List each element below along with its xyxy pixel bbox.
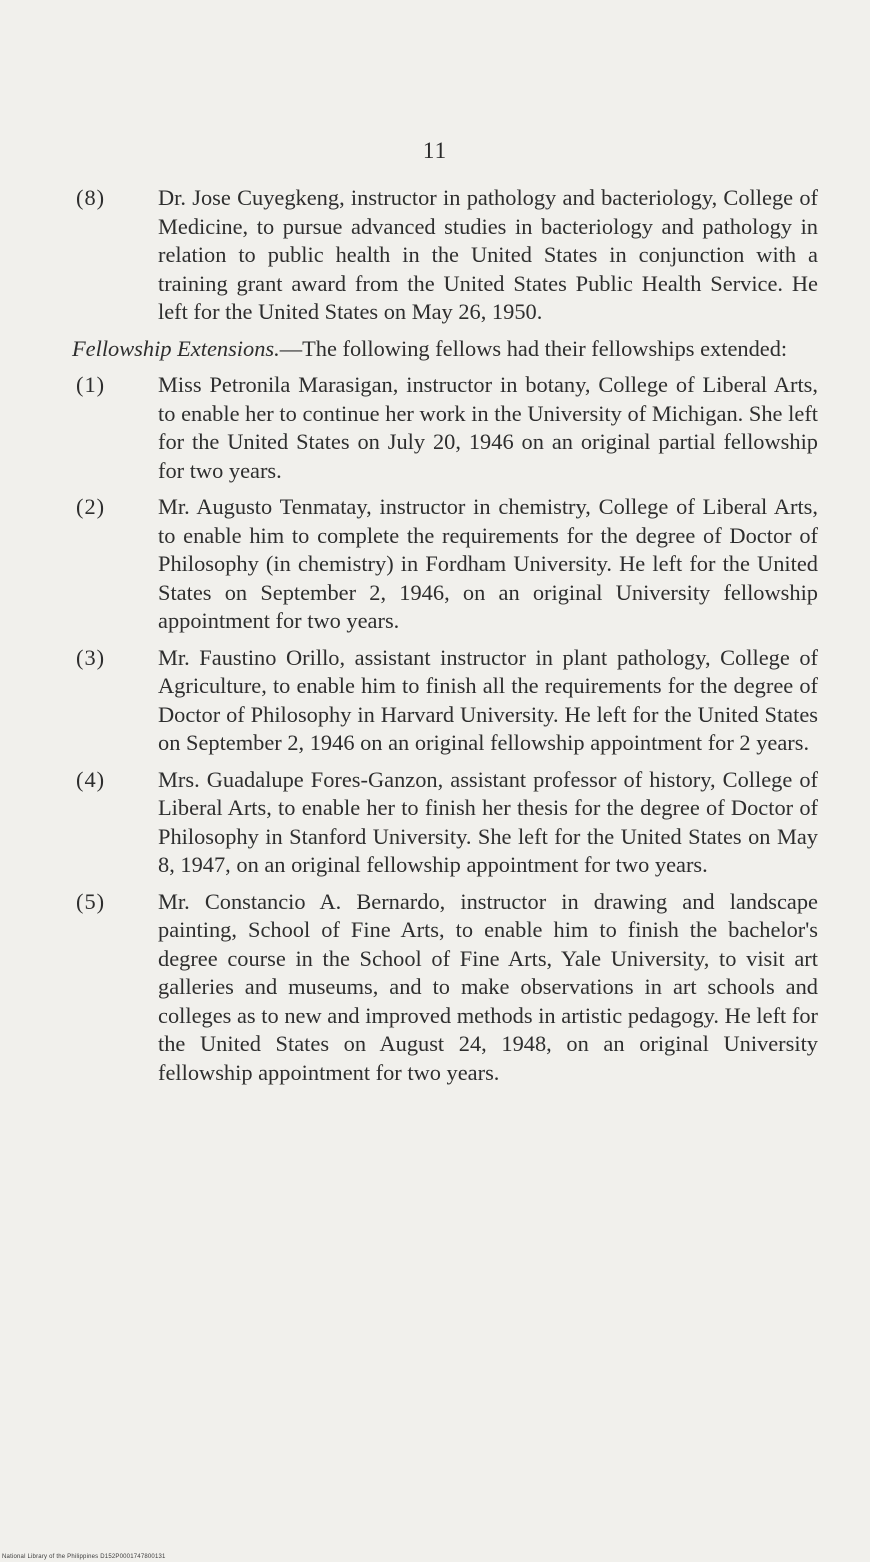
- item-text: Mr. Constancio A. Bernardo, instructor in drawing and landscape painting, School of Fine Arts, to enable him to finish the bachelor's degree course in the School of Fine Arts, Yale University, to visit art galleries and museums, and to make observations in art schools and colleges as to new and improved methods in artistic pedagogy. He left for the United States on August 24, 1948, on an original University fellowship appointment for two years.: [158, 888, 818, 1085]
- list-item-4: [48, 766, 818, 880]
- section-dash: —: [279, 335, 303, 361]
- section-heading: Fellowship Extensions.: [72, 335, 280, 361]
- list-item-5: [48, 888, 818, 1088]
- section-paragraph: [48, 335, 818, 364]
- item-number: (5): [76, 888, 106, 914]
- list-item-3: [48, 644, 818, 758]
- item-text: Mr. Augusto Tenmatay, instructor in chemistry, College of Liberal Arts, to enable him to complete the requirements for the degree of Doctor of Philosophy (in chemistry) in Fordham University. He left for the United States on September 2, 1946, on an original University fellowship appointment for two years.: [158, 494, 818, 633]
- item-text: Miss Petronila Marasigan, instructor in botany, College of Liberal Arts, to enable her to continue her work in the University of Michigan. She left for the United States on July 20, 1946 on an original partial fellowship for two years.: [158, 372, 818, 483]
- list-item-8: [48, 184, 818, 327]
- list-item-2: [48, 493, 818, 636]
- item-text: Mrs. Guadalupe Fores-Ganzon, assistant professor of history, College of Liberal Arts, to enable her to finish her thesis for the degree of Doctor of Philosophy in Stanford University. She left for the United States on May 8, 1947, on an original fellowship appointment for two years.: [158, 766, 818, 877]
- item-number: (8): [76, 185, 106, 210]
- item-number: (2): [76, 494, 106, 519]
- item-number: (3): [76, 644, 106, 670]
- item-text: Mr. Faustino Orillo, assistant instructor in plant pathology, College of Agriculture, to enable him to finish all the requirements for the degree of Doctor of Philosophy in Harvard University. He left for the United States on September 2, 1946 on an original fellowship appointment for 2 years.: [158, 644, 818, 755]
- section-intro: The following fellows had their fellowships extended:: [302, 335, 788, 361]
- page-number: 11: [422, 138, 448, 163]
- footer-credit: National Library of the Philippines D152P0001747800131: [2, 1554, 166, 1560]
- list-item-1: [48, 371, 818, 485]
- item-number: (4): [76, 766, 106, 792]
- document-body: [48, 184, 818, 1087]
- item-number: (1): [76, 372, 106, 397]
- item-text: Dr. Jose Cuyegkeng, instructor in pathology and bacteriology, College of Medicine, to pursue advanced studies in bacteriology and pathology in relation to public health in the United States in conjunction with a training grant award from the United States Public Health Service. He left for the United States on May 26, 1950.: [158, 185, 818, 324]
